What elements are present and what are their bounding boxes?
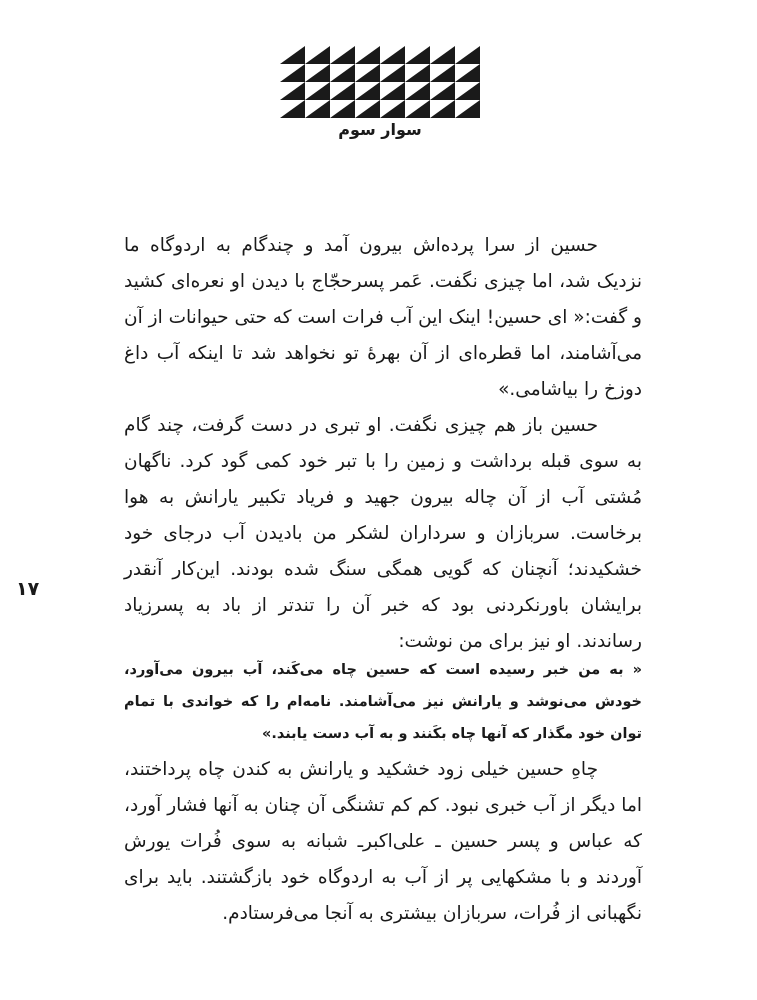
triangle-ornament [280,46,480,118]
body-text [124,228,642,660]
paragraph-2: حسین باز هم چیزی نگفت. او تبری در دست گرفت، چند گام به سوی قبله برداشت و زمین را با تبر خود کمی گود کرد. ناگهان مُشتی آب از آن چاله بیرون جهید و فریاد تکبیر یارانش به هوا برخاست. سربازان و سرداران لشکر من بادیدن آب درجای خود خشکیدند؛ آنچنان که گویی همگی سنگ شده بودند. این‌کار آنقدر برایشان باورنکردنی بود که خبر آن را تندتر از باد به پسرزیاد رساندند. او نیز برای من نوشت: [124,415,642,652]
quote-block [124,654,642,750]
paragraph-1: حسین از سرا پرده‌اش بیرون آمد و چندگام به اردوگاه ما نزدیک شد، اما چیزی نگفت. عَمر پسرحجّاج با دیدن او نعره‌ای کشید و گفت:« ای حسین! اینک این آب فرات است که حتی حیوانات از آن می‌آشامند، اما قطره‌ای از آن بهرهٔ تو نخواهد شد تا اینکه آب داغ دوزخ را بیاشامی.» [124,235,642,400]
chapter-title: سوار سوم [338,120,422,139]
body-text-continued [124,752,642,932]
letter-quote: « به من خبر رسیده است که حسین چاه می‌کَند، آب بیرون می‌آورد، خودش می‌نوشد و یارانش نیز می‌آشامند. نامه‌ام را که خواندی با تمام توان خود مگذار که آنها چاه بکَنند و به آب دست یابند.» [124,662,642,742]
paragraph-3: چاهِ حسین خیلی زود خشکید و یارانش به کندن چاه پرداختند، اما دیگر از آب خبری نبود. کم کم تشنگی آن چنان به آنها فشار آورد، که عباس و پسر حسین ـ علی‌اکبرـ شبانه به سوی فُرات یورش آوردند و با مشکهایی پر از آب به اردوگاه خود بازگشتند. باید برای نگهبانی از فُرات، سربازان بیشتری به آنجا می‌فرستادم. [124,759,642,924]
page-number: ۱۷ [16,578,40,600]
